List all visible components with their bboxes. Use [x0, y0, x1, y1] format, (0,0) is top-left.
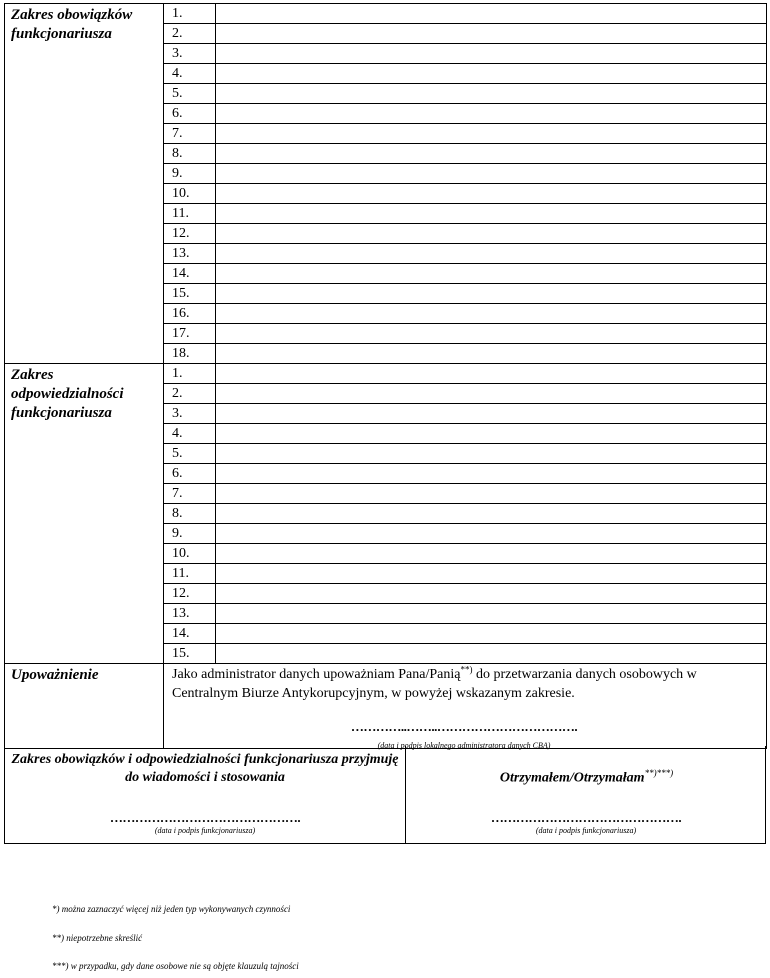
entry-field[interactable] [216, 564, 767, 584]
entry-field[interactable] [216, 424, 767, 444]
entry-field[interactable] [216, 584, 767, 604]
row-number: 15. [164, 644, 216, 664]
scope-form-table [4, 3, 767, 749]
entry-field[interactable] [216, 624, 767, 644]
entry-field[interactable] [216, 504, 767, 524]
entry-field[interactable] [216, 164, 767, 184]
authorization-text-start: Jako administrator danych upoważniam Pana/Panią [172, 667, 461, 682]
entry-field[interactable] [216, 364, 767, 384]
entry-field[interactable] [216, 444, 767, 464]
row-number: 11. [164, 204, 216, 224]
entry-field[interactable] [216, 464, 767, 484]
acceptance-signature-line: ………………………………………. [109, 810, 301, 825]
row-number: 12. [164, 224, 216, 244]
row-number: 14. [164, 624, 216, 644]
entry-field[interactable] [216, 84, 767, 104]
row-number: 10. [164, 184, 216, 204]
acceptance-signature-caption: (data i podpis funkcjonariusza) [154, 826, 256, 835]
administrator-signature-line: …………..……..……………………………. [350, 719, 578, 734]
row-number: 7. [164, 484, 216, 504]
acceptance-cell [5, 746, 405, 843]
entry-field[interactable] [216, 404, 767, 424]
receipt-marker: **)***) [644, 768, 674, 778]
entry-field[interactable] [216, 484, 767, 504]
row-number: 5. [164, 444, 216, 464]
responsibilities-label: Zakres odpowiedzialności funkcjonariusza [5, 364, 164, 664]
row-number: 15. [164, 284, 216, 304]
entry-field[interactable] [216, 544, 767, 564]
entry-field[interactable] [216, 24, 767, 44]
row-number: 8. [164, 504, 216, 524]
entry-field[interactable] [216, 604, 767, 624]
row-number: 16. [164, 304, 216, 324]
row-number: 7. [164, 124, 216, 144]
entry-field[interactable] [216, 204, 767, 224]
row-number: 6. [164, 104, 216, 124]
row-number: 18. [164, 344, 216, 364]
responsibilities-row [5, 364, 767, 384]
row-number: 9. [164, 524, 216, 544]
entry-field[interactable] [216, 304, 767, 324]
row-number: 14. [164, 264, 216, 284]
duties-row [5, 4, 767, 24]
entry-field[interactable] [216, 524, 767, 544]
footnote-2: **) niepotrzebne skreślić [52, 933, 143, 943]
administrator-signature-caption: (data i podpis lokalnego administratora danych CBA) [377, 741, 551, 750]
authorization-marker: **) [460, 664, 473, 675]
row-number: 4. [164, 424, 216, 444]
row-number: 4. [164, 64, 216, 84]
authorization-row [5, 664, 767, 749]
row-number: 8. [164, 144, 216, 164]
row-number: 12. [164, 584, 216, 604]
acceptance-section [4, 746, 766, 844]
footnote-3: ***) w przypadku, gdy dane osobowe nie są objęte klauzulą tajności [52, 961, 299, 971]
entry-field[interactable] [216, 384, 767, 404]
entry-field[interactable] [216, 224, 767, 244]
entry-field[interactable] [216, 644, 767, 664]
entry-field[interactable] [216, 344, 767, 364]
entry-field[interactable] [216, 324, 767, 344]
receipt-title: Otrzymałem/Otrzymałam**)***) [499, 768, 674, 786]
entry-field[interactable] [216, 264, 767, 284]
row-number: 3. [164, 44, 216, 64]
duties-label: Zakres obowiązków funkcjonariusza [5, 4, 164, 364]
entry-field[interactable] [216, 184, 767, 204]
authorization-cell [164, 664, 767, 749]
receipt-signature [446, 810, 726, 835]
row-number: 2. [164, 384, 216, 404]
authorization-text-end: do przetwarzania danych osobowych w Centralnym Biurze Antykorupcyjnym, w powyżej wskazanym zakresie. [172, 667, 697, 701]
receipt-signature-caption: (data i podpis funkcjonariusza) [535, 826, 637, 835]
acceptance-signature [65, 810, 345, 835]
form-body [5, 4, 767, 749]
entry-field[interactable] [216, 104, 767, 124]
row-number: 1. [164, 4, 216, 24]
entry-field[interactable] [216, 144, 767, 164]
entry-field[interactable] [216, 284, 767, 304]
row-number: 17. [164, 324, 216, 344]
row-number: 1. [164, 364, 216, 384]
entry-field[interactable] [216, 44, 767, 64]
authorization-label: Upoważnienie [5, 664, 164, 749]
entry-field[interactable] [216, 4, 767, 24]
row-number: 9. [164, 164, 216, 184]
entry-field[interactable] [216, 64, 767, 84]
receipt-cell [405, 746, 767, 843]
row-number: 2. [164, 24, 216, 44]
receipt-signature-line: ………………………………………. [490, 810, 682, 825]
row-number: 13. [164, 244, 216, 264]
row-number: 13. [164, 604, 216, 624]
entry-field[interactable] [216, 124, 767, 144]
entry-field[interactable] [216, 244, 767, 264]
row-number: 11. [164, 564, 216, 584]
acceptance-title: Zakres obowiązków i odpowiedzialności funkcjonariusza przyjmuję do wiadomości i stosowania [11, 752, 399, 785]
row-number: 3. [164, 404, 216, 424]
row-number: 6. [164, 464, 216, 484]
row-number: 10. [164, 544, 216, 564]
footnote-1: *) można zaznaczyć więcej niż jeden typ wykonywanych czynności [52, 904, 291, 914]
row-number: 5. [164, 84, 216, 104]
